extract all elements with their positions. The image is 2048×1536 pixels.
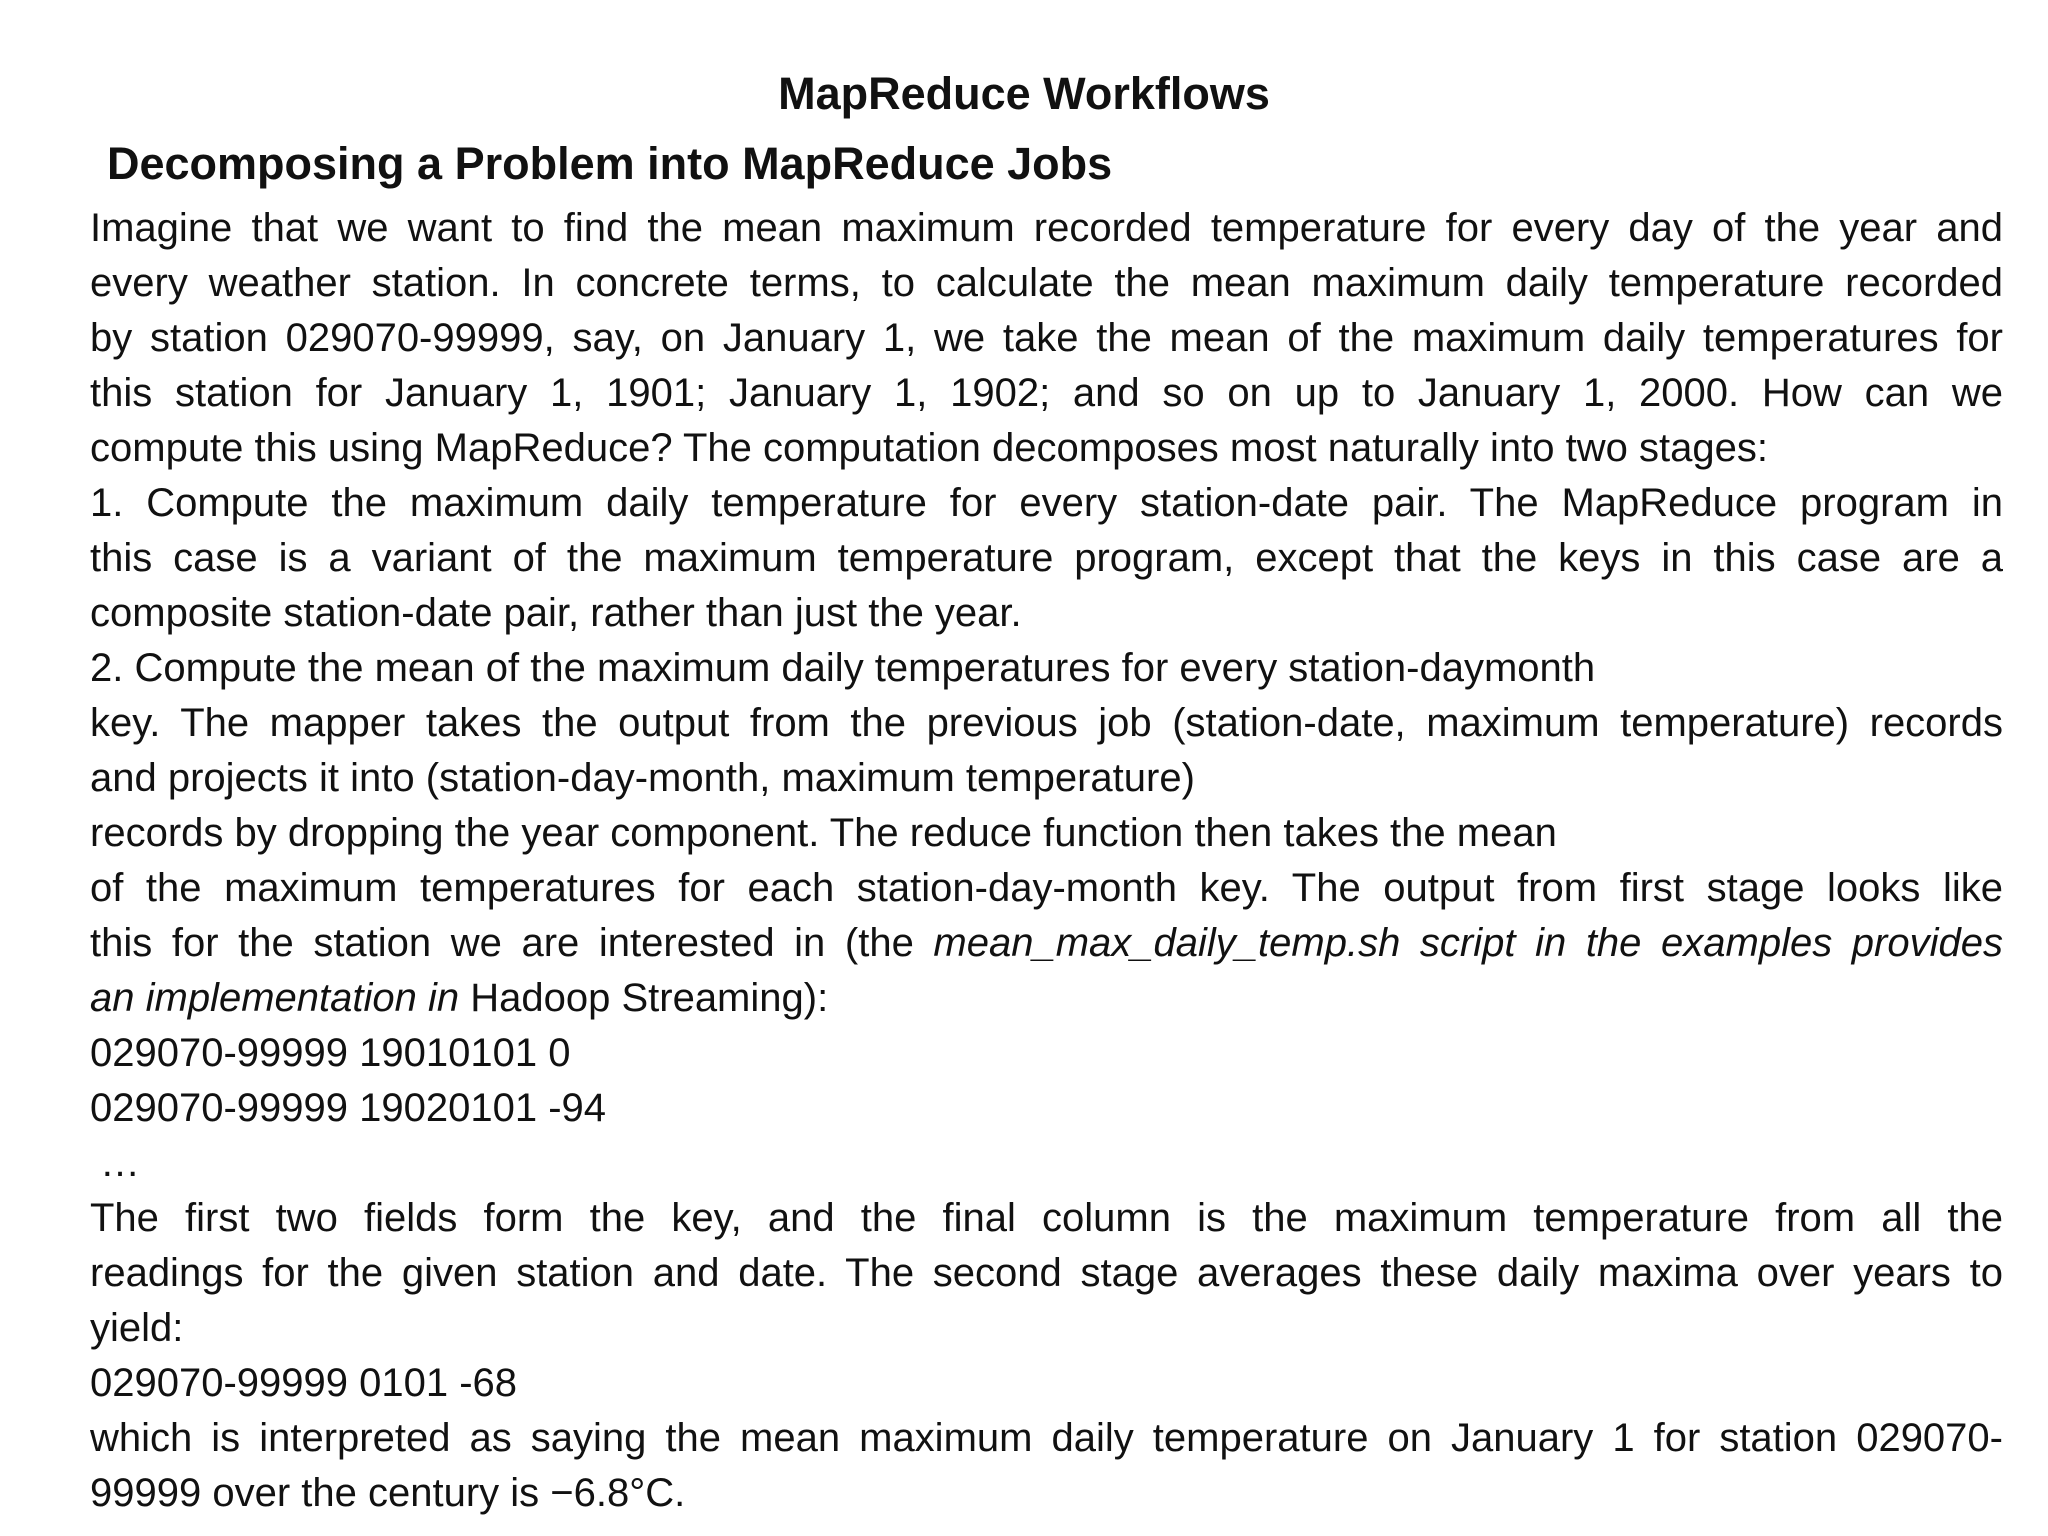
body-line: 1. Compute the maximum daily temperature for every station-date pair. The MapReduce program in bbox=[90, 481, 2003, 525]
slide-subtitle: Decomposing a Problem into MapReduce Jobs bbox=[107, 138, 1113, 189]
body-line: records by dropping the year component. The reduce function then takes the mean bbox=[90, 811, 1557, 855]
record-line: 029070-99999 0101 -68 bbox=[90, 1361, 518, 1405]
body-line: of the maximum temperatures for each station-day-month key. The output from first stage looks like bbox=[90, 866, 2003, 910]
body-line: The first two fields form the key, and the final column is the maximum temperature from all the bbox=[90, 1196, 2003, 1240]
body-line: which is interpreted as saying the mean maximum daily temperature on January 1 for station 029070- bbox=[90, 1416, 2003, 1460]
ellipsis: … bbox=[100, 1141, 140, 1185]
body-line: key. The mapper takes the output from the previous job (station-date, maximum temperature) records bbox=[90, 701, 2003, 745]
body-line: 2. Compute the mean of the maximum daily temperatures for every station-daymonth bbox=[90, 646, 1596, 690]
body-line: yield: bbox=[90, 1306, 184, 1350]
body-line: Imagine that we want to find the mean maximum recorded temperature for every day of the year and bbox=[90, 206, 2003, 250]
body-line-mixed bbox=[90, 916, 2003, 971]
body-line: readings for the given station and date. The second stage averages these daily maxima over years to bbox=[90, 1251, 2003, 1295]
body-line: every weather station. In concrete terms, to calculate the mean maximum daily temperature recorded bbox=[90, 261, 2003, 305]
body-line: and projects it into (station-day-month, maximum temperature) bbox=[90, 756, 1195, 800]
body-line: this case is a variant of the maximum temperature program, except that the keys in this case are a bbox=[90, 536, 2003, 580]
body-line: composite station-date pair, rather than just the year. bbox=[90, 591, 1022, 635]
italic-text: an implementation in bbox=[90, 976, 460, 1020]
body-text: this for the station we are interested in (the bbox=[90, 921, 934, 965]
slide-title: MapReduce Workflows bbox=[778, 68, 1270, 119]
slide-body bbox=[90, 201, 2003, 1521]
body-line-mixed bbox=[90, 971, 2003, 1026]
body-line: by station 029070-99999, say, on January 1, we take the mean of the maximum daily temperatures for bbox=[90, 316, 2003, 360]
record-line: 029070-99999 19020101 -94 bbox=[90, 1086, 607, 1130]
body-line: compute this using MapReduce? The computation decomposes most naturally into two stages: bbox=[90, 426, 1768, 470]
body-line: 99999 over the century is −6.8°C. bbox=[90, 1471, 686, 1515]
body-text: Hadoop Streaming): bbox=[459, 976, 829, 1020]
italic-text: mean_max_daily_temp.sh script in the examples provides bbox=[933, 921, 2003, 965]
record-line: 029070-99999 19010101 0 bbox=[90, 1031, 571, 1075]
body-line: this station for January 1, 1901; January 1, 1902; and so on up to January 1, 2000. How can we bbox=[90, 371, 2003, 415]
